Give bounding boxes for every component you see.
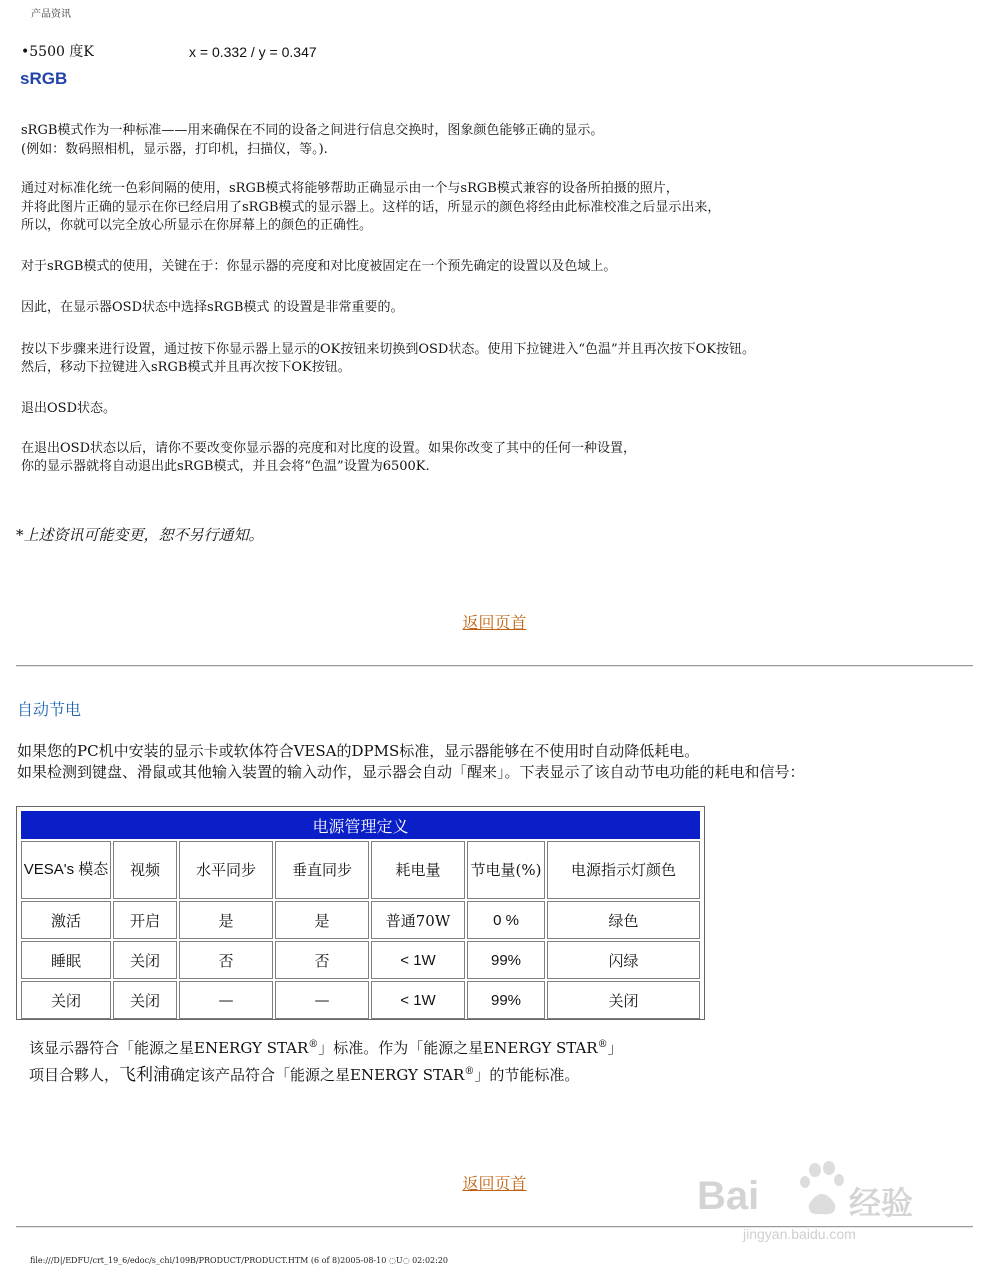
table-cell: 闪绿 (547, 941, 700, 979)
paragraph: 在退出OSD状态以后，请你不要改变你显示器的亮度和对比度的设置。如果你改变了其中的任何一种设置， (21, 441, 636, 456)
table-cell: 是 (275, 901, 369, 939)
table-cell: < 1W (371, 941, 465, 979)
paragraph: 你的显示器就将自动退出此sRGB模式，并且会将“色温”设置为6500K. (21, 459, 430, 474)
table-cell: — (275, 981, 369, 1019)
power-intro-line-1: 如果您的PC机中安装的显示卡或软体符合VESA的DPMS标准，显示器能够在不使用时自动降低耗电。 (17, 742, 700, 760)
energy-line-2 (29, 1060, 623, 1087)
table-cell: 是 (179, 901, 273, 939)
table-cell: 关闭 (113, 941, 177, 979)
energy-text: 该显示器符合「能源之星ENERGY STAR (29, 1039, 309, 1057)
table-cell: — (179, 981, 273, 1019)
energy-text: 」的节能标准。 (474, 1066, 580, 1084)
watermark-brand: Bai (697, 1174, 760, 1218)
paragraph: 并将此图片正确的显示在你已经启用了sRGB模式的显示器上。这样的话，所显示的颜色将经由此标准校准之后显示出来， (21, 200, 721, 215)
table-cell: 普通70W (371, 901, 465, 939)
table-cell: 99% (467, 981, 545, 1019)
paragraph: 因此，在显示器OSD状态中选择sRGB模式 的设置是非常重要的。 (21, 300, 404, 315)
registered-mark: ® (464, 1066, 475, 1077)
divider (16, 665, 973, 667)
brand-name: 飞利浦 (119, 1065, 171, 1085)
table-cell: 开启 (113, 901, 177, 939)
color-temp-label: •5500 度K (21, 44, 94, 60)
table-row (21, 901, 700, 939)
table-cell: 99% (467, 941, 545, 979)
table-cell: 否 (179, 941, 273, 979)
column-header: VESA's 模态 (21, 841, 111, 899)
paragraph: 退出OSD状态。 (21, 401, 116, 416)
table-cell: 关闭 (547, 981, 700, 1019)
column-header: 视频 (113, 841, 177, 899)
registered-mark: ® (597, 1039, 608, 1050)
column-header: 垂直同步 (275, 841, 369, 899)
table-cell: 0 % (467, 901, 545, 939)
power-intro-line-2: 如果检测到键盘、滑鼠或其他输入装置的输入动作，显示器会自动「醒来」。下表显示了该自动节电功能的耗电和信号： (17, 763, 805, 781)
table-cell: 否 (275, 941, 369, 979)
back-to-top-link-2[interactable]: 返回页首 (462, 1174, 527, 1193)
notice-text: *上述资讯可能变更，恕不另行通知。 (16, 526, 264, 544)
table-cell: 关闭 (21, 981, 111, 1019)
divider (16, 1226, 973, 1228)
table-cell: 绿色 (547, 901, 700, 939)
registered-mark: ® (308, 1039, 319, 1050)
column-header: 电源指示灯颜色 (547, 841, 700, 899)
energy-star-statement (29, 1033, 623, 1087)
power-saving-title: 自动节电 (17, 700, 82, 719)
paragraph: 对于sRGB模式的使用，关键在于：你显示器的亮度和对比度被固定在一个预先确定的设置以及色域上。 (21, 259, 617, 274)
table-cell: 激活 (21, 901, 111, 939)
watermark-brand-cn: 经验 (849, 1184, 914, 1222)
table-cell: 关闭 (113, 981, 177, 1019)
energy-text: 」 (607, 1039, 623, 1057)
table-cell: 睡眠 (21, 941, 111, 979)
energy-line-1 (29, 1033, 623, 1060)
column-header: 水平同步 (179, 841, 273, 899)
paragraph: sRGB模式作为一种标准——用来确保在不同的设备之间进行信息交换时，图象颜色能够正确的显示。 (21, 123, 604, 138)
energy-text: 项目合夥人， (29, 1066, 120, 1084)
energy-text: 确定该产品符合「能源之星ENERGY STAR (170, 1066, 465, 1084)
table-caption: 电源管理定义 (21, 811, 700, 839)
footer-path: file:///D|/EDFU/crt_19_6/edoc/s_chi/109B/PRODUCT/PRODUCT.HTM (6 of 8)2005-08-10 ◌U◌ 02:02:20 (30, 1256, 449, 1265)
energy-text: 」标准。作为「能源之星ENERGY STAR (318, 1039, 598, 1057)
column-header: 节电量(%) (467, 841, 545, 899)
paragraph: 按以下步骤来进行设置，通过按下你显示器上显示的OK按钮来切换到OSD状态。使用下拉键进入“色温”并且再次按下OK按钮。 (21, 342, 756, 357)
paragraph: 通过对标准化统一色彩间隔的使用，sRGB模式将能够帮助正确显示由一个与sRGB模式兼容的设备所拍摄的照片， (21, 181, 679, 196)
table-row (21, 981, 700, 1019)
page-header-title: 产品资讯 (31, 9, 71, 20)
paragraph: 所以，你就可以完全放心所显示在你屏幕上的颜色的正确性。 (21, 218, 373, 233)
table-cell: < 1W (371, 981, 465, 1019)
color-coords: x = 0.332 / y = 0.347 (189, 44, 317, 60)
back-to-top-link[interactable]: 返回页首 (462, 613, 527, 632)
paragraph: (例如：数码照相机，显示器，打印机，扫描仪，等。). (21, 142, 328, 157)
power-management-table (16, 806, 705, 1020)
watermark-url: jingyan.baidu.com (743, 1226, 856, 1242)
baidu-watermark (697, 1160, 927, 1250)
srgb-heading: sRGB (20, 69, 68, 88)
column-header: 耗电量 (371, 841, 465, 899)
table-row (21, 941, 700, 979)
paragraph: 然后，移动下拉键进入sRGB模式并且再次按下OK按钮。 (21, 360, 351, 375)
